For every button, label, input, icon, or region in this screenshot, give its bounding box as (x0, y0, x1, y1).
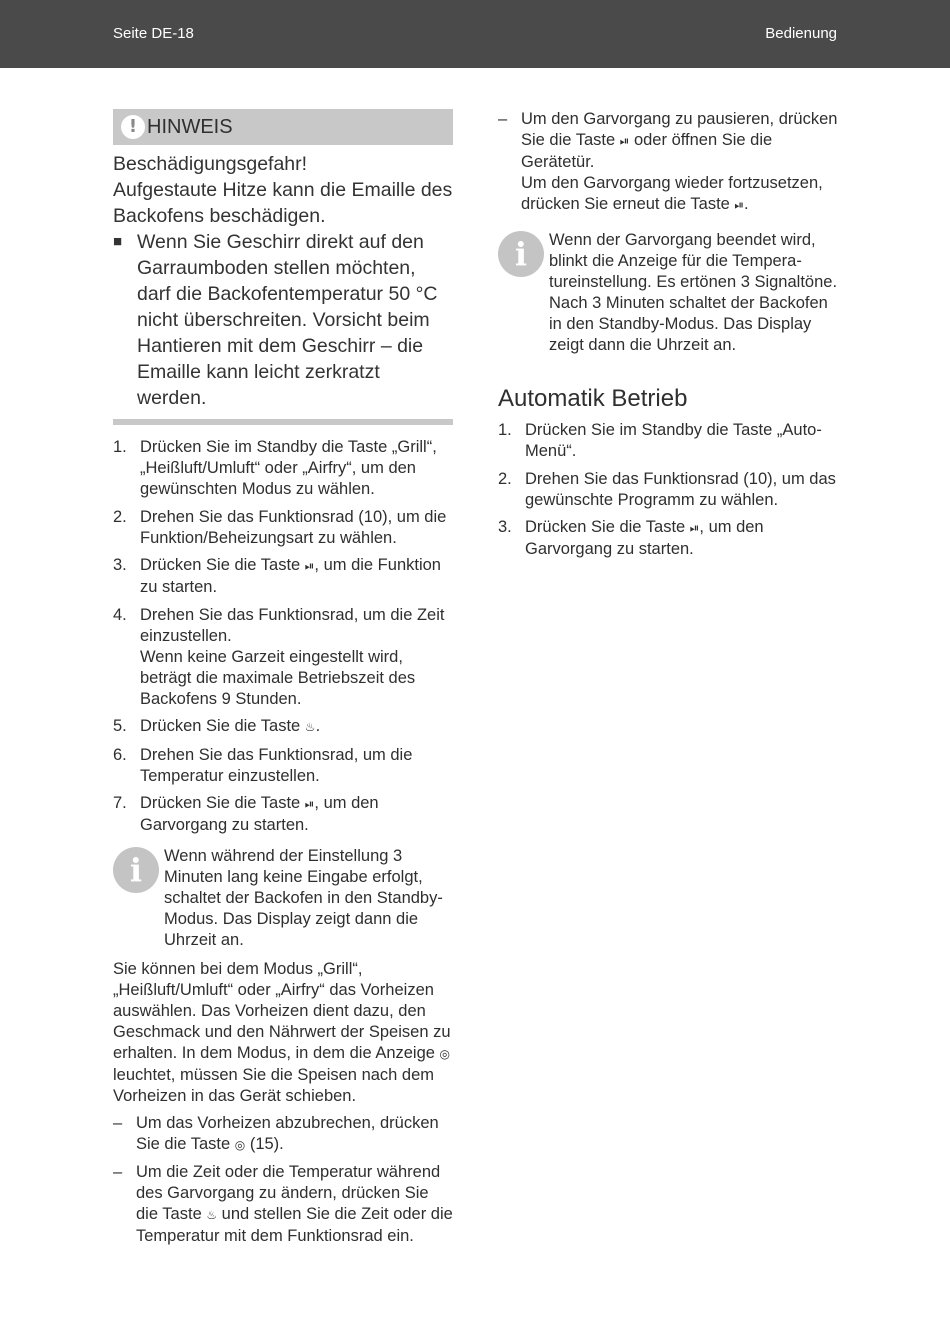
auto-steps (498, 420, 838, 560)
notice-bullet-text: Wenn Sie Geschirr direkt auf den Garraumboden stellen möchten, darf die Backofentemperatur 50 °C nicht überschreiten. Vorsicht beim Hantieren mit dem Geschirr – die Emaille kann leicht zerkratzt werden. (137, 231, 438, 409)
timer-icon: ♨ (206, 1208, 218, 1222)
notice-header (113, 109, 453, 145)
step-item: 7. Drücken Sie die Taste ⏯, um den Garvorgang zu starten. (113, 794, 379, 834)
right-column (498, 109, 838, 567)
page-header (0, 0, 950, 68)
notice-bullet-item (113, 229, 453, 411)
left-column (113, 109, 453, 1247)
play-pause-icon: ⏯ (734, 198, 745, 212)
info-note (498, 230, 838, 356)
dash-item: – Um den Garvorgang zu pausieren, drücken Sie die Taste ⏯ oder öffnen Sie die Gerätetür. Um den Garvorgang wieder fortzusetzen, drücken Sie erneut die Taste ⏯. (498, 109, 838, 216)
notice-body (113, 151, 453, 411)
dash-bullet: – (113, 1114, 123, 1132)
notice-divider (113, 419, 453, 425)
play-pause-icon: ⏯ (689, 521, 700, 535)
info-note-text: Wenn der Garvorgang beendet wird, blinkt die Anzeige für die Temperatureinstellung. Es ertönen 3 Signaltöne. Nach 3 Minuten schaltet der Backofen in den Standby-Modus. Das Display zeigt dann die Uhrzeit an. (549, 231, 838, 354)
step-item: 6. Drehen Sie das Funktionsrad, um die Temperatur einzustellen. (113, 745, 413, 785)
preheat-icon: ◎ (439, 1047, 451, 1061)
info-icon: i (113, 847, 159, 893)
info-icon: i (498, 231, 544, 277)
dash-bullet: – (498, 110, 508, 128)
step-item: 3. Drücken Sie die Taste ⏯, um den Garvorgang zu starten. (498, 518, 764, 558)
step-item: 4. Drehen Sie das Funktionsrad, um die Zeit einzustellen. Wenn keine Garzeit eingestellt wird, beträgt die maximale Betriebszeit des Backofens 9 Stunden. (113, 605, 445, 708)
notice-lead-1: Beschädigungsgefahr! (113, 153, 308, 175)
step-item: 2. Drehen Sie das Funktionsrad (10), um die Funktion/Beheizungsart zu wählen. (113, 507, 447, 547)
step-item: 1. Drücken Sie im Standby die Taste „Grill“, „Heißluft/Umluft“ oder „Airfry“, um den gewünschten Modus zu wählen. (113, 438, 437, 498)
info-note (113, 846, 453, 951)
step-item: 5. Drücken Sie die Taste ♨. (113, 717, 321, 735)
notice-title: HINWEIS (147, 115, 233, 138)
preheat-icon: ◎ (234, 1138, 246, 1152)
dash-bullet: – (113, 1163, 123, 1181)
section-heading: Automatik Betrieb (498, 385, 688, 412)
notice-lead-2: Aufgestaute Hitze kann die Emaille des Backofens beschädigen. (113, 179, 453, 227)
step-item: 2. Drehen Sie das Funktionsrad (10), um das gewünschte Programm zu wählen. (498, 469, 836, 509)
instruction-steps (113, 437, 453, 836)
step-item: 3. Drücken Sie die Taste ⏯, um die Funktion zu starten. (113, 556, 441, 596)
notice-box (113, 109, 453, 425)
play-pause-icon: ⏯ (304, 559, 315, 573)
dash-item: – Um die Zeit oder die Temperatur während des Garvorgang zu ändern, drücken Sie die Taste ♨ und stellen Sie die Zeit oder die Temperatur mit dem Funktionsrad ein. (113, 1163, 453, 1245)
exclamation-icon: ! (121, 115, 145, 139)
play-pause-icon: ⏯ (619, 134, 630, 148)
dash-item: – Um das Vorheizen abzubrechen, drücken Sie die Taste ◎ (15). (113, 1113, 453, 1156)
step-item: 1. Drücken Sie im Standby die Taste „Auto-Menü“. (498, 421, 822, 460)
preheat-paragraph: Sie können bei dem Modus „Grill“, „Heißluft/Umluft“ oder „Airfry“ das Vorheizen auswählen. Das Vorheizen dient dazu, den Geschmack und den Nährwert der Speisen zu erhalten. In dem Modus, in dem die Anzeige ◎ leuchtet, müssen Sie die Speisen nach dem Vorheizen in das Gerät schieben. (113, 960, 451, 1105)
timer-icon: ♨ (304, 720, 316, 734)
square-bullet-icon: ■ (113, 233, 123, 250)
page-number: Seite DE-18 (113, 25, 194, 42)
play-pause-icon: ⏯ (304, 797, 315, 811)
section-title: Bedienung (765, 25, 837, 42)
info-note-text: Wenn während der Einstellung 3 Minuten lang keine Eingabe erfolgt, schaltet der Backofen in den Standby-Modus. Das Display zeigt dann die Uhrzeit an. (164, 847, 443, 949)
